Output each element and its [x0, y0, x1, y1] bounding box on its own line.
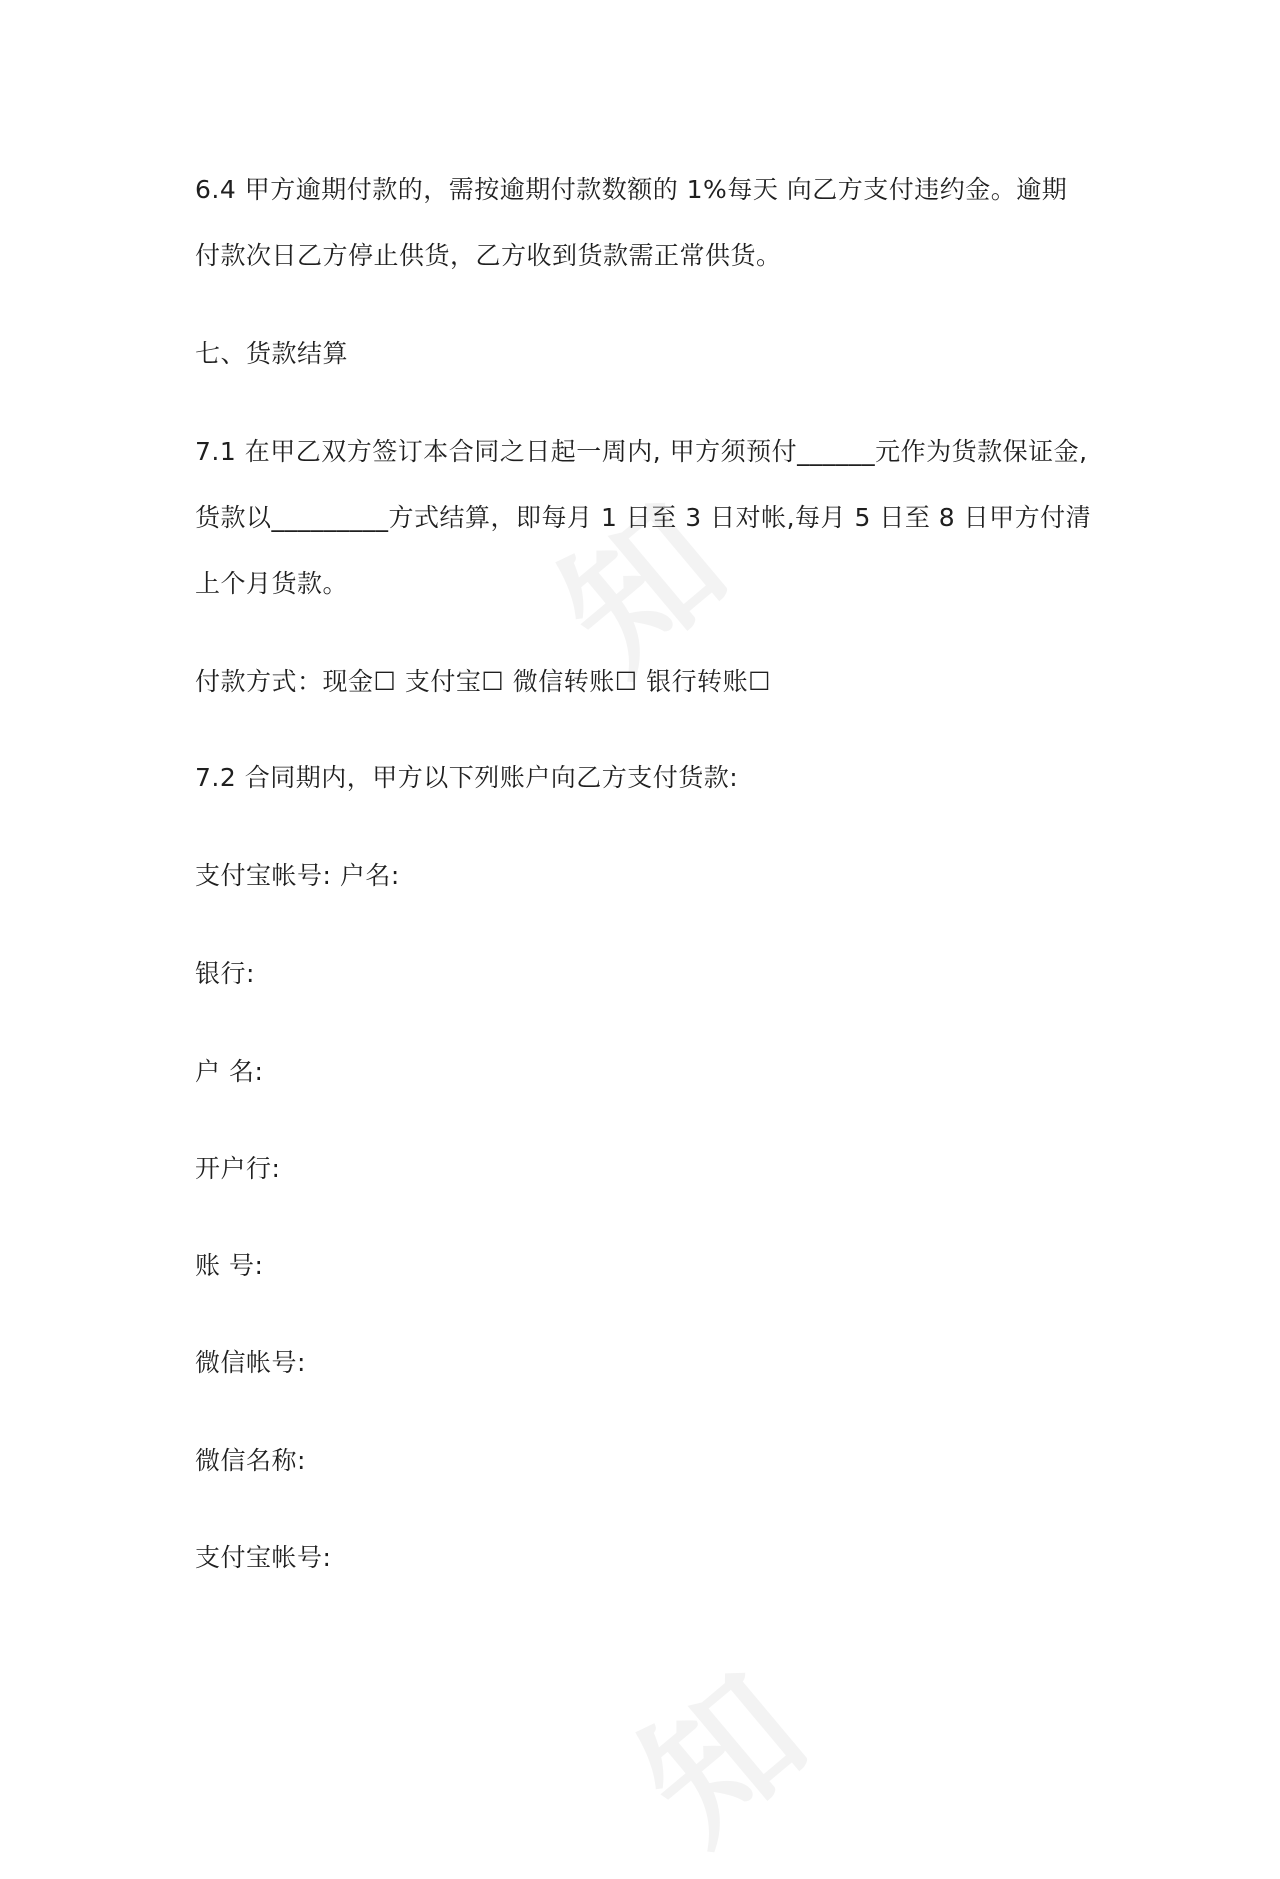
field-alipay-name: 支付宝帐号: 户名:	[195, 861, 400, 890]
field-alipay-account: 支付宝帐号:	[195, 1543, 332, 1572]
text-line: 货款以_________方式结算，即每月 1 日至 3 日对帐,每月 5 日至 8 日甲方付清	[195, 503, 1092, 532]
text-line: 上个月货款。	[195, 569, 349, 598]
text-line: 付款次日乙方停止供货，乙方收到货款需正常供货。	[195, 241, 782, 270]
field-wechat-name: 微信名称:	[195, 1446, 306, 1475]
watermark	[588, 1617, 842, 1879]
text-line: 6.4 甲方逾期付款的，需按逾期付款数额的 1%每天 向乙方支付违约金。逾期	[195, 175, 1068, 204]
payment-methods: 付款方式：现金☐ 支付宝☐ 微信转账☐ 银行转账☐	[195, 667, 771, 696]
field-account-name: 户 名:	[195, 1057, 264, 1086]
clause-7-2: 7.2 合同期内，甲方以下列账户向乙方支付货款:	[195, 763, 739, 792]
field-wechat-account: 微信帐号:	[195, 1348, 306, 1377]
field-bank: 银行:	[195, 959, 255, 988]
clause-6-4	[195, 157, 1095, 289]
text-line: 7.1 在甲乙双方签订本合同之日起一周内, 甲方须预付______元作为货款保证金,	[195, 437, 1088, 466]
field-opening-bank: 开户行:	[195, 1154, 281, 1183]
field-account-no: 账 号:	[195, 1251, 264, 1280]
clause-7-1	[195, 419, 1095, 617]
section-heading-7: 七、货款结算	[195, 339, 349, 368]
